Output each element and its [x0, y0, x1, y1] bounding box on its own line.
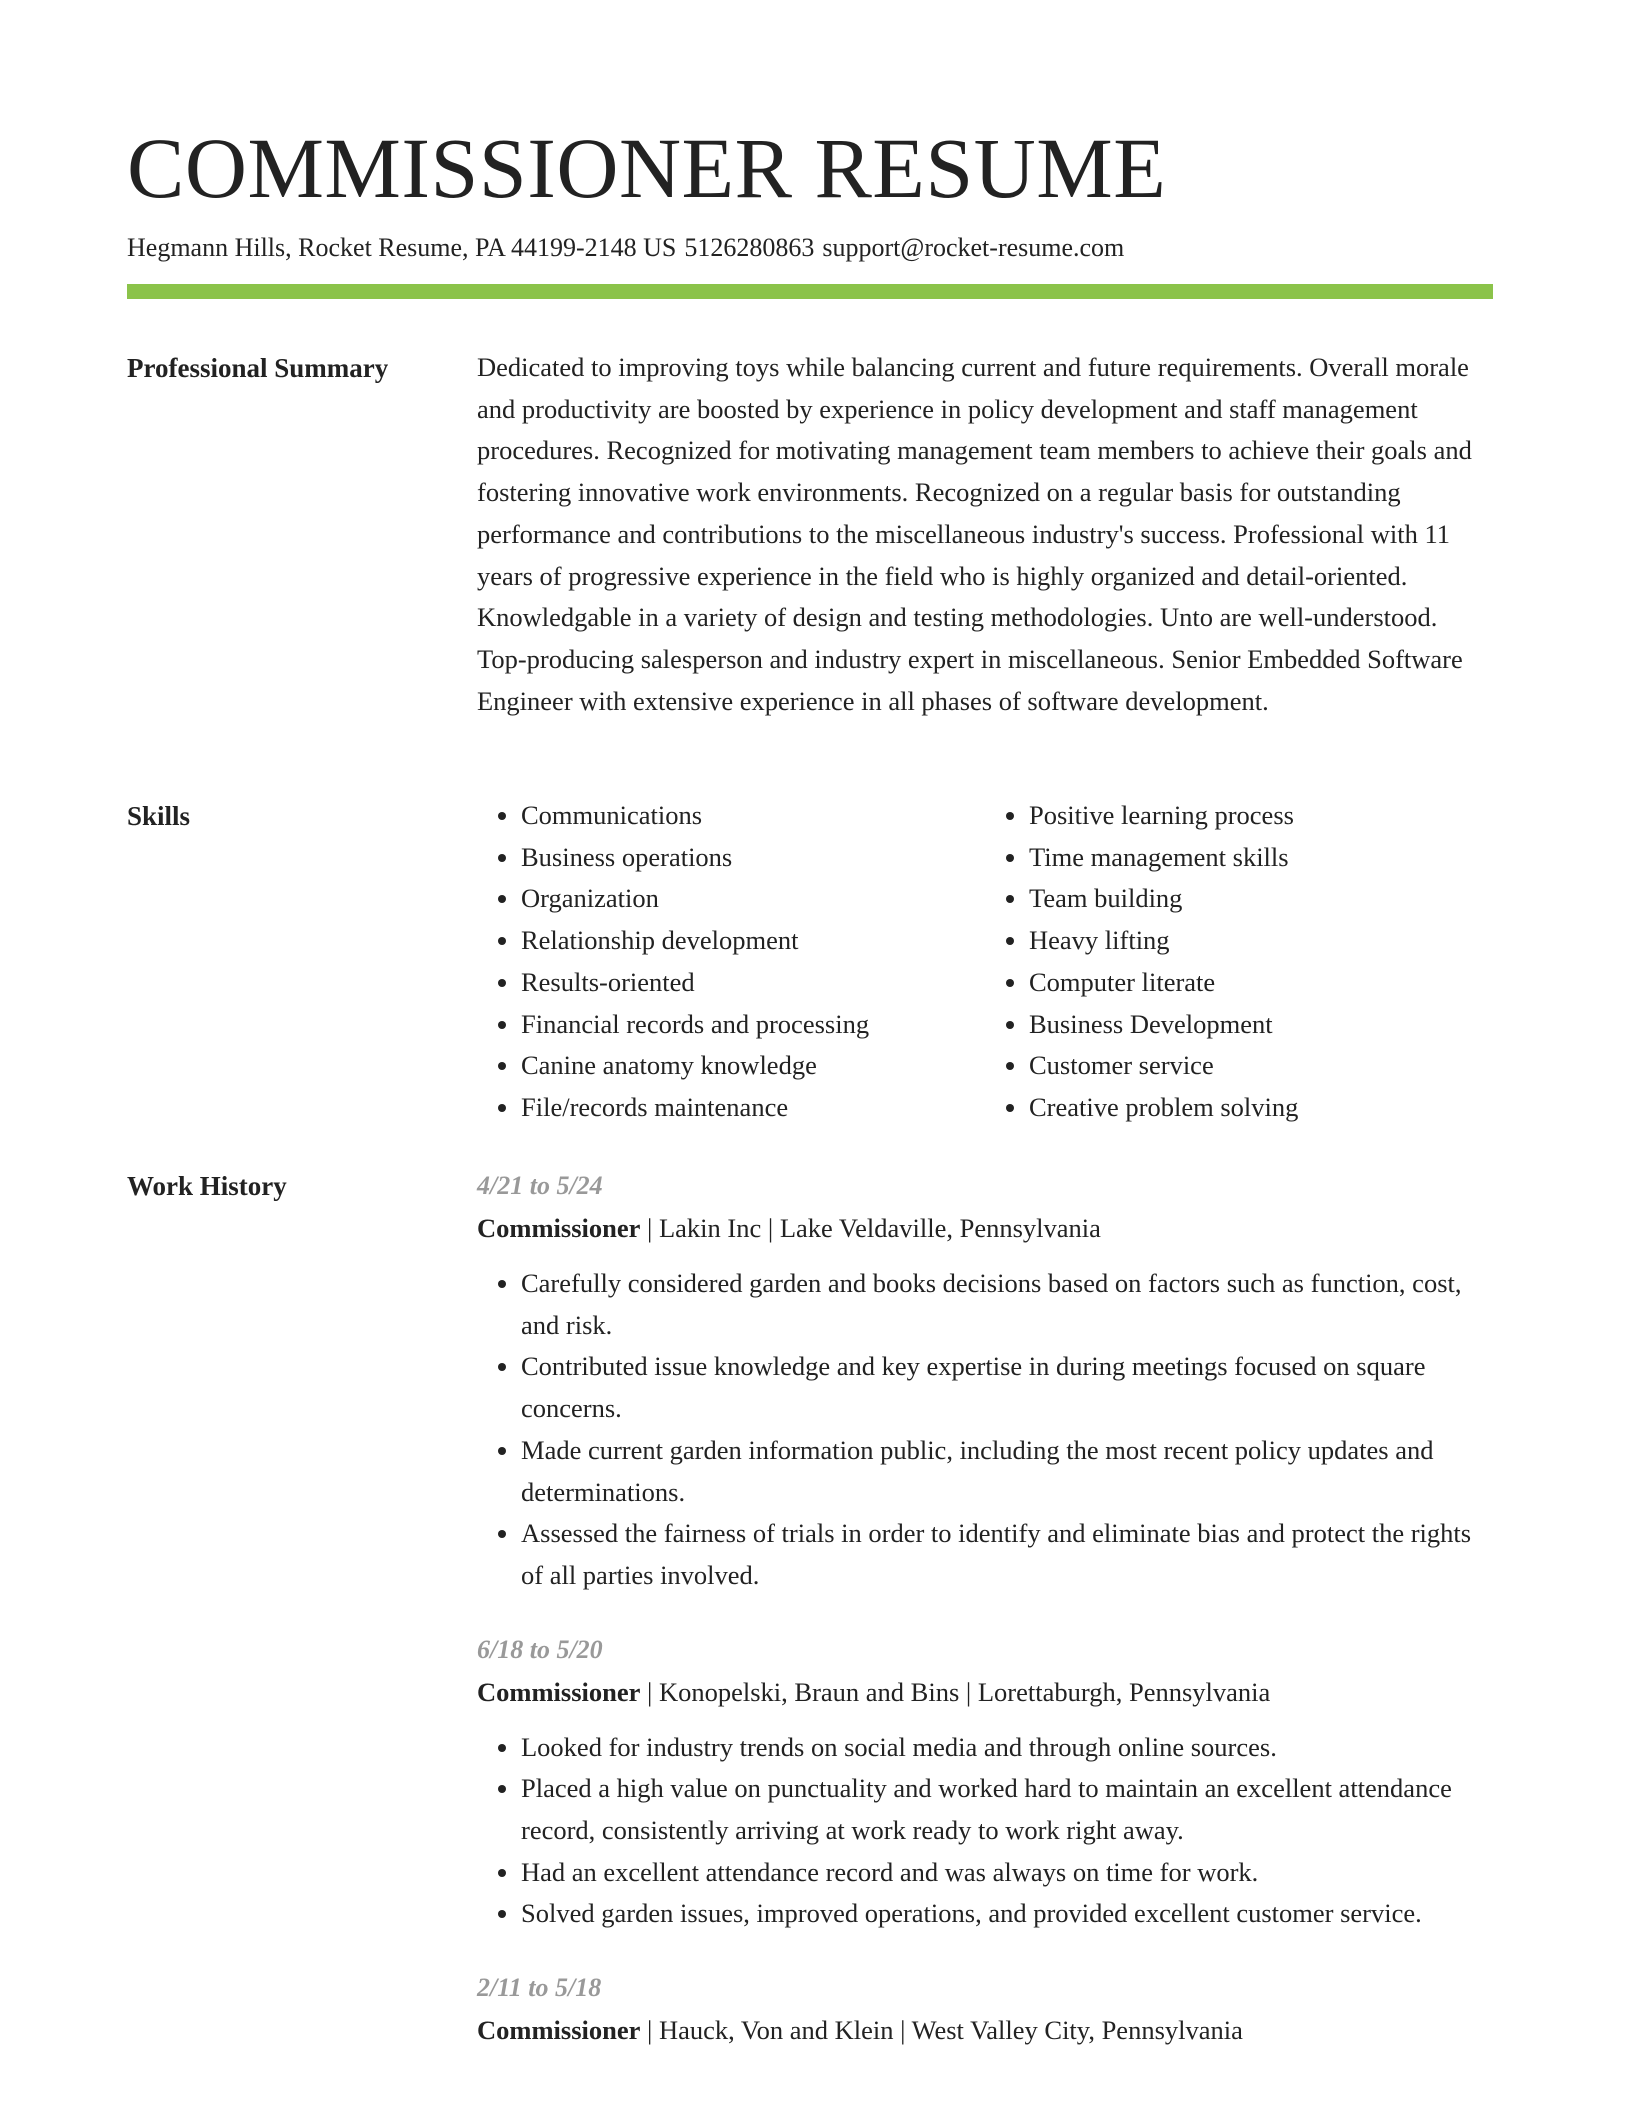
work-label: Work History [127, 1171, 287, 1201]
skill-item: • Financial records and processing [521, 1004, 985, 1046]
resume-title: COMMISSIONER RESUME [127, 120, 1167, 216]
job-bullets [477, 1263, 1493, 1597]
job-bullet: • Had an excellent attendance record and was always on time for work. [521, 1852, 1493, 1894]
skills-columns [477, 795, 1493, 1129]
contact-email: support@rocket-resume.com [822, 233, 1125, 262]
skills-label: Skills [127, 801, 191, 831]
skill-item: • Communications [521, 795, 985, 837]
summary-text: Dedicated to improving toys while balancing current and future requirements. Overall morale and productivity are boosted by experience in policy development and staff management procedures. Recognized for motivating management team members to achieve their goals and fostering innovative work environments. Recognized on a regular basis for outstanding performance and contributions to the miscellaneous industry's success. Professional with 11 years of progressive experience in the field who is highly organized and detail-oriented. Knowledgable in a variety of design and testing methodologies. Unto are well-understood. Top-producing salesperson and industry expert in miscellaneous. Senior Embedded Software Engineer with extensive experience in all phases of software development. [477, 352, 1472, 716]
job-title: Commissioner [477, 1676, 641, 1707]
summary-label: Professional Summary [127, 353, 389, 383]
skill-item: • Results-oriented [521, 962, 985, 1004]
job-heading: Commissioner | Lakin Inc | Lake Veldaville, Pennsylvania [477, 1213, 1101, 1243]
job-bullet: • Carefully considered garden and books decisions based on factors such as function, cost, and risk. [521, 1263, 1493, 1346]
job-entry [477, 1967, 1493, 2051]
job-company: Konopelski, Braun and Bins [658, 1676, 960, 1707]
job-dates: 6/18 to 5/20 [477, 1634, 603, 1664]
job-heading: Commissioner | Konopelski, Braun and Bins | Lorettaburgh, Pennsylvania [477, 1676, 1271, 1707]
summary-body [477, 347, 1493, 722]
skill-item: • Heavy lifting [1029, 920, 1493, 962]
header-divider [127, 284, 1493, 299]
job-bullet: • Placed a high value on punctuality and worked hard to maintain an excellent attendance record, consistently arriving at work ready to work right away. [521, 1768, 1493, 1851]
job-title: Commissioner [477, 2015, 641, 2046]
job-entry [477, 1629, 1493, 1936]
contact-phone: 5126280863 [684, 233, 815, 262]
job-location: Lake Veldaville, Pennsylvania [779, 1213, 1101, 1243]
contact-line [127, 230, 1132, 266]
job-bullet: • Solved garden issues, improved operations, and provided excellent customer service. [521, 1893, 1493, 1935]
job-company: Hauck, Von and Klein [658, 2015, 894, 2046]
job-company: Lakin Inc [658, 1213, 762, 1243]
skills-list-right [985, 795, 1493, 1129]
skill-item: • Computer literate [1029, 962, 1493, 1004]
work-body [477, 1165, 1493, 2083]
skill-item: • Team building [1029, 878, 1493, 920]
skill-item: • Relationship development [521, 920, 985, 962]
contact-address: Hegmann Hills, Rocket Resume, PA 44199-2148 US [127, 233, 677, 262]
skill-item: • Business operations [521, 837, 985, 879]
job-location: Lorettaburgh, Pennsylvania [977, 1676, 1271, 1707]
skill-item: • Positive learning process [1029, 795, 1493, 837]
skills-body [477, 795, 1493, 1129]
skill-item: • File/records maintenance [521, 1087, 985, 1129]
job-bullets [477, 1727, 1493, 1936]
job-heading: Commissioner | Hauck, Von and Klein | West Valley City, Pennsylvania [477, 2015, 1243, 2046]
skill-item: • Creative problem solving [1029, 1087, 1493, 1129]
skill-item: • Canine anatomy knowledge [521, 1045, 985, 1087]
job-bullet: • Contributed issue knowledge and key expertise in during meetings focused on square concerns. [521, 1346, 1493, 1429]
job-entry [477, 1165, 1493, 1597]
job-location: West Valley City, Pennsylvania [911, 2015, 1243, 2046]
job-dates: 4/21 to 5/24 [477, 1171, 603, 1200]
skills-list-left [477, 795, 985, 1129]
skill-item: • Customer service [1029, 1045, 1493, 1087]
job-bullet: • Assessed the fairness of trials in order to identify and eliminate bias and protect the rights of all parties involved. [521, 1513, 1493, 1596]
job-dates: 2/11 to 5/18 [477, 1973, 602, 2003]
job-bullet: • Made current garden information public, including the most recent policy updates and determinations. [521, 1430, 1493, 1513]
job-title: Commissioner [477, 1213, 641, 1243]
skill-item: • Time management skills [1029, 837, 1493, 879]
skill-item: • Business Development [1029, 1004, 1493, 1046]
job-bullet: • Looked for industry trends on social media and through online sources. [521, 1727, 1493, 1769]
skill-item: • Organization [521, 878, 985, 920]
